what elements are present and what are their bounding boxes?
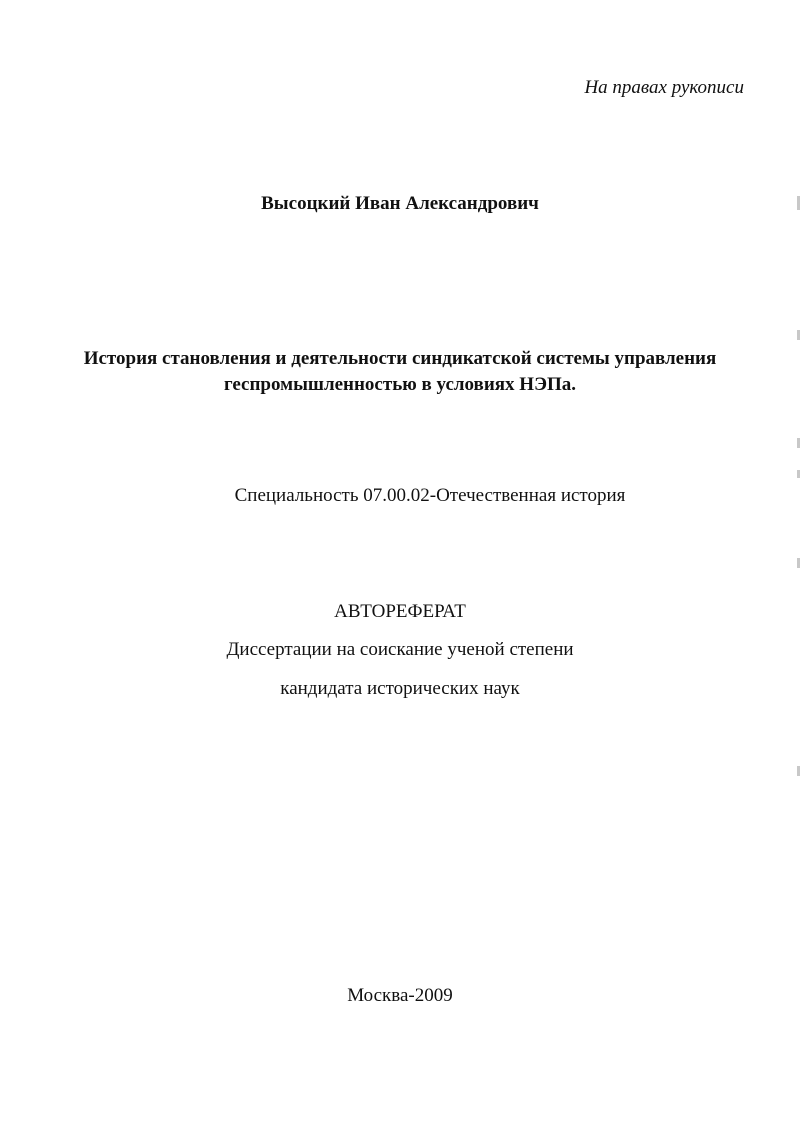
title-line-1: История становления и деятельности синдикатской системы управления — [83, 348, 717, 369]
city-year: Москва-2009 — [347, 985, 453, 1006]
title-line-2: геспромышленностью в условиях НЭПа. — [224, 374, 576, 395]
author-name: Высоцкий Иван Александрович — [261, 193, 539, 214]
specialty-line: Специальность 07.00.02-Отечественная история — [234, 485, 626, 506]
purpose-line-1: Диссертации на соискание ученой степени — [226, 639, 574, 660]
dissertation-title — [0, 346, 800, 398]
purpose-line-2: кандидата исторических наук — [280, 678, 520, 699]
rights-note: На правах рукописи — [584, 77, 744, 98]
document-kind: АВТОРЕФЕРАТ — [334, 601, 466, 622]
